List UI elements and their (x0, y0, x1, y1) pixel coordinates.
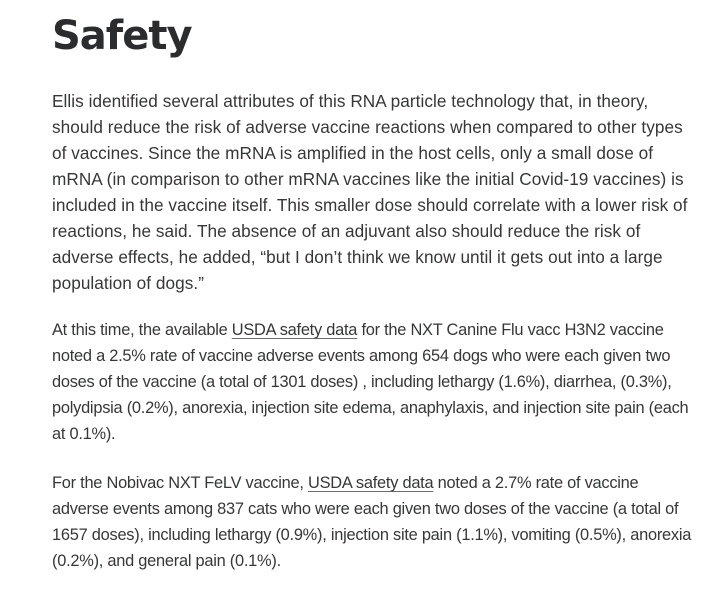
paragraph-text: For the Nobivac NXT FeLV vaccine, (52, 474, 308, 492)
usda-safety-data-link-canine[interactable]: USDA safety data (231, 321, 358, 339)
paragraph-felv-safety (52, 470, 692, 574)
paragraph-text: for the NXT Canine Flu vacc H3N2 vaccine noted a 2.5% rate of vaccine adverse events among 654 dogs who were each given two doses of the vaccine (a total of 1301 doses) , including lethargy (1.6%), diarrhea, (0.3%), polydipsia (0.2%), anorexia, injection site edema, anaphylaxis, and injection site pain (each at 0.1%). (52, 321, 689, 443)
paragraph-text: At this time, the available (52, 321, 232, 339)
usda-safety-data-link-feline[interactable]: USDA safety data (307, 474, 434, 492)
paragraph-text: noted a 2.7% rate of vaccine adverse events among 837 cats who were each given two doses of the vaccine (a total of 1657 doses), including lethargy (0.9%), injection site pain (1.1%), vomiting (0.5%), anorexia (0.2%), and general pain (0.1%). (52, 474, 692, 570)
section-heading: Safety (52, 13, 192, 59)
paragraph-canine-flu-safety (52, 317, 692, 447)
paragraph-ellis-attributes: Ellis identified several attributes of this RNA particle technology that, in theory, should reduce the risk of adverse vaccine reactions when compared to other types of vaccines. Since the mRNA is amplified in the host cells, only a small dose of mRNA (in comparison to other mRNA vaccines like the initial Covid-19 vaccines) is included in the vaccine itself. This smaller dose should correlate with a lower risk of reactions, he said. The absence of an adjuvant also should reduce the risk of adverse effects, he added, “but I don’t think we know until it gets out into a large population of dogs.” (52, 91, 688, 293)
